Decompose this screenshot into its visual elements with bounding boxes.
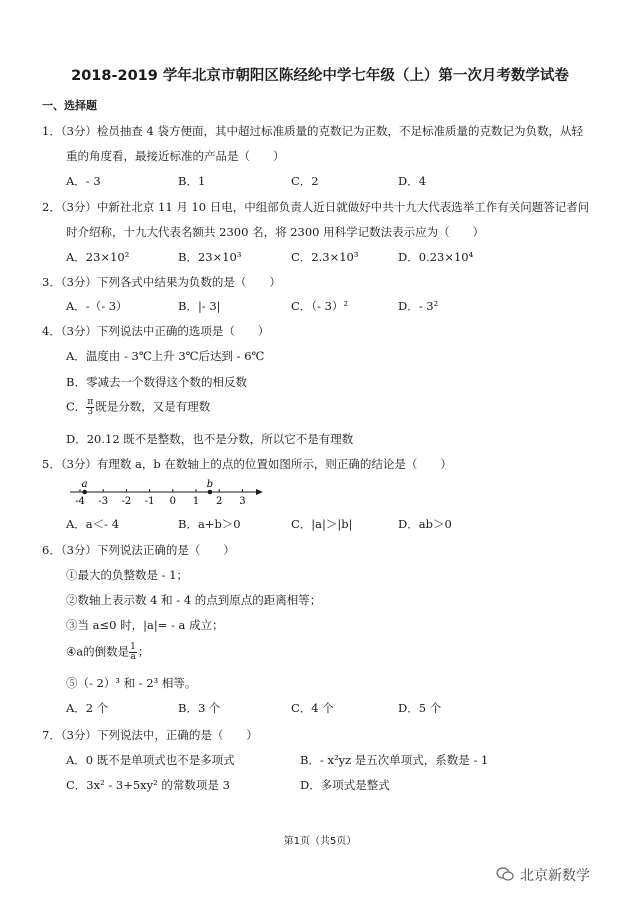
point-a-dot (82, 490, 87, 495)
question-4-option-b: B．零减去一个数得这个数的相反数 (66, 375, 247, 389)
question-3-option-c: C．（- 3）² (291, 299, 349, 313)
tick-label: 3 (239, 496, 246, 507)
section-heading: 一、选择题 (42, 99, 97, 112)
fraction-numerator: π (87, 397, 94, 407)
question-6-option-d: D．5 个 (398, 701, 442, 715)
tick-label: 1 (192, 496, 200, 507)
question-2-option-c: C．2.3×10³ (291, 250, 359, 264)
question-6-option-c: C．4 个 (291, 701, 334, 715)
number-line-arrow (256, 489, 263, 495)
question-1-option-c: C．2 (291, 174, 319, 188)
question-3-option-a: A．-（- 3） (66, 299, 128, 313)
question-6-item-4 (66, 643, 149, 662)
question-7-option-b: B．- x²yz 是五次单项式，系数是 - 1 (300, 753, 489, 767)
number-line-figure (68, 478, 264, 508)
question-7-option-d: D．多项式是整式 (300, 778, 390, 792)
question-6-line-1: 6．（3分）下列说法正确的是（ ） (42, 543, 235, 557)
watermark-text: 北京新数学 (520, 868, 590, 884)
option-letter: C． (66, 399, 87, 414)
item-prefix: ④a (66, 644, 84, 659)
question-6-option-b: B．3 个 (178, 701, 221, 715)
question-1-option-b: B．1 (178, 174, 206, 188)
one-over-a-fraction (129, 643, 137, 662)
question-2-option-a: A．23×10² (66, 250, 130, 264)
question-3-line-1: 3．（3分）下列各式中结果为负数的是（ ） (42, 275, 281, 289)
tick-label: 0 (169, 496, 176, 507)
question-5-option-d: D．ab＞0 (398, 517, 452, 531)
question-5-option-b: B．a+b＞0 (178, 517, 241, 531)
question-7-line-1: 7．（3分）下列说法中，正确的是（ ） (42, 728, 258, 742)
question-6-option-a: A．2 个 (66, 701, 109, 715)
exam-title: 2018-2019 学年北京市朝阳区陈经纶中学七年级（上）第一次月考数学试卷 (71, 68, 569, 84)
question-1-option-a: A．- 3 (66, 174, 101, 188)
question-1-option-d: D．4 (398, 174, 427, 188)
tick-label: -4 (75, 496, 85, 507)
pi-over-3-fraction (86, 398, 94, 417)
page-footer: 第1页（共5页） (283, 836, 357, 847)
question-3-option-d: D．- 3² (398, 299, 439, 313)
question-6-item-1: ①最大的负整数是 - 1； (66, 568, 189, 582)
point-a-label: a (81, 479, 88, 490)
fraction-denominator: 3 (87, 407, 94, 417)
option-text: 既是分数，又是有理数 (95, 399, 211, 414)
question-2-line-1: 2．（3分）中新社北京 11 月 10 日电，中组部负责人近日就做好中共十九大代表选举工作有关问题答记者问 (42, 200, 590, 214)
tick-label: -2 (121, 496, 132, 507)
question-6-item-2: ②数轴上表示数 4 和 - 4 的点到原点的距离相等； (66, 593, 322, 607)
point-b-label: b (206, 479, 214, 490)
question-4-option-d: D．20.12 既不是整数，也不是分数，所以它不是有理数 (66, 432, 354, 446)
question-4-option-c (66, 398, 210, 417)
fraction-numerator: 1 (130, 642, 136, 652)
fraction-denominator: a (130, 652, 136, 662)
tick-label: -1 (144, 496, 155, 507)
question-2-option-b: B．23×10³ (178, 250, 242, 264)
point-b-dot (208, 490, 213, 495)
question-5-option-a: A．a＜- 4 (66, 517, 120, 531)
item-text: 的倒数是 (83, 644, 130, 659)
question-6-item-5: ⑤（- 2）³ 和 - 2³ 相等。 (66, 676, 197, 690)
question-4-option-a: A．温度由 - 3℃上升 3℃后达到 - 6℃ (66, 349, 265, 363)
question-7-option-a: A．0 既不是单项式也不是多项式 (66, 753, 235, 767)
wechat-icon (496, 866, 514, 882)
question-1-line-1: 1．（3分）检员抽查 4 袋方便面，其中超过标准质量的克数记为正数，不足标准质量的克数记为负数，从轻 (42, 124, 584, 138)
tick-label: -3 (98, 496, 109, 507)
question-4-line-1: 4．（3分）下列说法中正确的选项是（ ） (42, 324, 270, 338)
question-2-option-d: D．0.23×10⁴ (398, 250, 474, 264)
item-suffix: ； (137, 644, 150, 659)
question-2-line-2: 时介绍称，十九大代表名额共 2300 名，将 2300 用科学记数法表示应为（ ） (66, 225, 485, 239)
tick-label: 2 (216, 496, 223, 507)
question-5-line-1: 5．（3分）有理数 a，b 在数轴上的点的位置如图所示，则正确的结论是（ ） (42, 457, 452, 471)
question-3-option-b: B．|- 3| (178, 299, 221, 313)
question-1-line-2: 重的角度看，最接近标准的产品是（ ） (66, 149, 285, 163)
question-5-option-c: C．|a|＞|b| (291, 517, 353, 531)
question-6-item-3: ③当 a≤0 时，|a|= - a 成立； (66, 618, 224, 632)
question-7-option-c: C．3x² - 3+5xy² 的常数项是 3 (66, 778, 230, 792)
